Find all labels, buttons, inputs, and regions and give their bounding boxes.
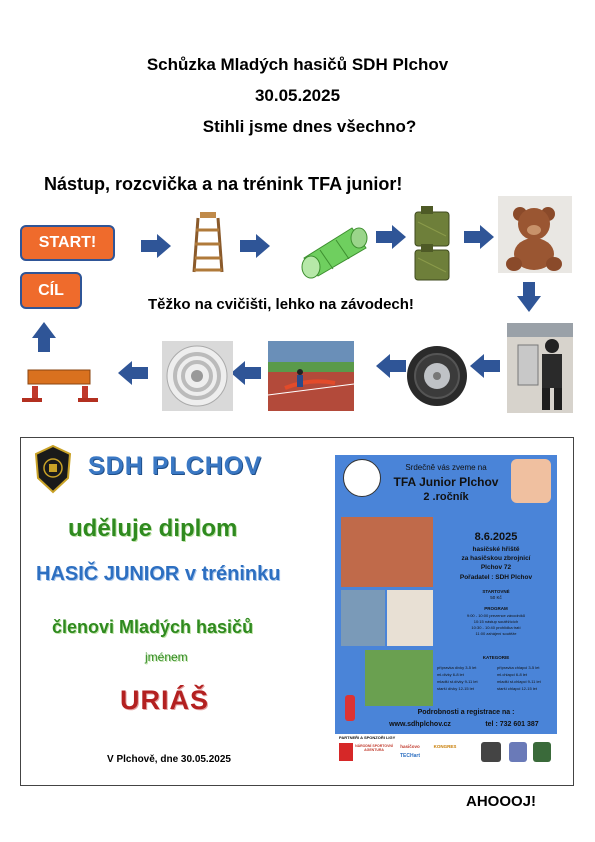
meeting-question: Stihli jsme dnes všechno? [202, 117, 417, 136]
poster-photo-3 [387, 590, 433, 646]
meeting-title: Schůzka Mladých hasičů SDH Plchov [146, 55, 449, 74]
poster-edition: 2 .ročník [423, 491, 469, 503]
poster-cat-4: ml.chlapci 6-8 let [497, 672, 528, 677]
poster-cat-1: přípravka dívky 3-5 let [437, 665, 477, 670]
poster-info: Podrobnosti a registrace na : [417, 709, 515, 716]
firefighter-mascot-icon [511, 459, 551, 503]
event-poster [335, 455, 557, 767]
jerry-can-icon [415, 206, 449, 280]
ladder-icon [194, 212, 222, 272]
poster-partner-3: TECHart [399, 753, 420, 759]
start-label: START! [20, 225, 115, 261]
poster-venue-3: Plchov 72 [480, 564, 512, 571]
poster-partner-1: NÁRODNÍ SPORTOVNÍ AGENTURA [355, 744, 393, 752]
poster-cat-3: ml.dívky 6-8 let [437, 672, 464, 677]
arrow-right-icon [376, 225, 406, 249]
poster-venue-1: hasičské hřiště [472, 546, 520, 553]
poster-date: 8.6.2025 [474, 531, 518, 543]
tyre-icon [407, 346, 467, 406]
track-photo [268, 341, 354, 411]
arrow-right-icon [141, 234, 171, 258]
partner-logo-icon [509, 742, 527, 762]
poster-categories-label: KATEGORIE [482, 655, 510, 660]
diploma-name: URIÁŠ [120, 685, 210, 715]
arrow-left-icon [231, 361, 261, 385]
arrow-left-icon [470, 354, 500, 378]
sdh-badge-icon [32, 444, 74, 494]
arrow-down-icon [517, 282, 541, 312]
poster-cat-5: mladší st.dívky 9-11 let [437, 679, 478, 684]
poster-program-label: PROGRAM [484, 606, 508, 611]
poster-cat-8: starší chlapci 12-15 let [497, 686, 538, 691]
poster-fee-value: 50 Kč [490, 595, 502, 600]
bench-icon [22, 370, 98, 402]
footer-text: AHOOOJ! [466, 793, 537, 810]
poster-fee-label: STARTOVNÉ [482, 589, 510, 594]
diploma-by-name: jménem [145, 650, 188, 664]
poster-venue-2: za hasičskou zbrojnicí [461, 555, 531, 562]
poster-program-1: 9:00 - 10:00 prezence závodníků [466, 613, 526, 618]
extinguisher-icon [345, 695, 355, 721]
arrow-right-icon [464, 225, 494, 249]
tunnel-icon [302, 228, 367, 278]
diploma-place-date: V Plchově, dne 30.05.2025 [107, 754, 231, 765]
poster-partners-label: PARTNEŘI A SPONZOŘI LIGY [339, 735, 396, 740]
poster-cat-6: mladší st.chlapci 9-11 let [497, 679, 541, 684]
poster-partner-4: KONGRES [433, 744, 457, 749]
poster-program-3: 10:30 - 10:40 prohlídka tratí [471, 625, 521, 630]
firefighter-photo [507, 323, 573, 413]
hose-icon [162, 341, 233, 411]
poster-photo-2 [341, 590, 385, 646]
arrow-left-icon [376, 354, 406, 378]
poster-invite: Srdečně vás zveme na [405, 463, 487, 472]
finish-label: CÍL [20, 272, 82, 309]
partner-logo-icon [481, 742, 501, 762]
poster-web: www.sdhplchov.cz [389, 721, 451, 728]
arrow-up-icon [32, 322, 56, 352]
poster-program-4: 11:00 zahájení soutěže [475, 631, 517, 636]
diploma-awards: uděluje diplom [68, 515, 238, 542]
arrow-left-icon [118, 361, 148, 385]
subheading: Nástup, rozcvička a na trénink TFA junior! [44, 174, 403, 194]
diploma-title: HASIČ JUNIOR v tréninku [36, 563, 281, 585]
poster-photo-4 [365, 650, 433, 706]
poster-photo-1 [341, 517, 433, 587]
slogan: Těžko na cvičišti, lehko na závodech! [148, 296, 414, 313]
teddy-bear-photo [498, 196, 572, 273]
poster-event: TFA Junior Plchov [393, 475, 499, 489]
poster-phone: tel : 732 601 387 [485, 721, 539, 728]
poster-cat-7: starší dívky 12-15 let [437, 686, 474, 691]
partner-crest-icon [339, 743, 353, 761]
poster-partner-2: hasičovo [400, 744, 420, 749]
poster-cat-2: přípravka chlapci 3-5 let [497, 665, 540, 670]
poster-program-2: 10:15 nástup soutěžících [473, 619, 519, 624]
diploma-member: členovi Mladých hasičů [52, 617, 254, 637]
flow-diagram [0, 0, 595, 420]
partner-logo-icon [533, 742, 551, 762]
poster-organizer: Pořadatel : SDH Plchov [459, 574, 533, 581]
meeting-date: 30.05.2025 [254, 86, 341, 105]
diploma-org: SDH PLCHOV [88, 452, 262, 480]
arrow-right-icon [240, 234, 270, 258]
